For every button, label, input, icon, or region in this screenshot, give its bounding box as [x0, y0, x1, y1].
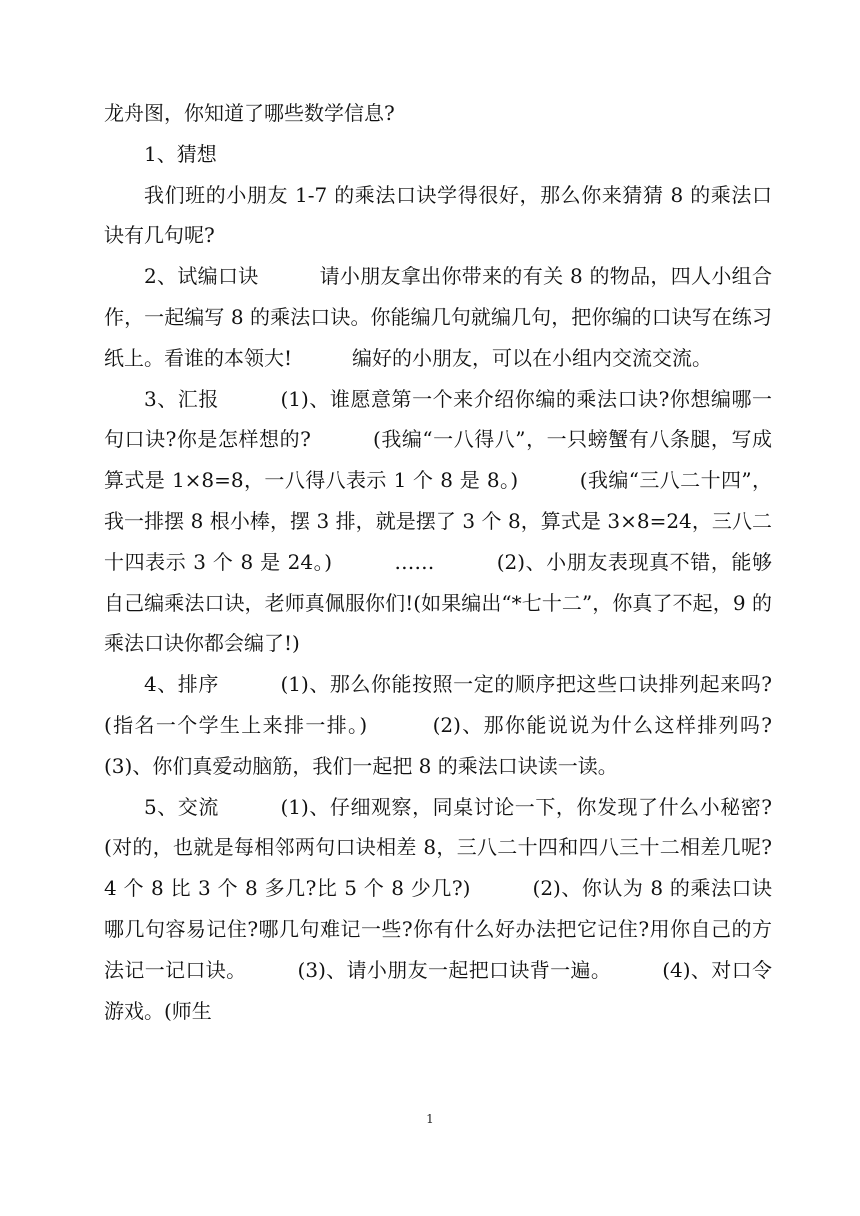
page-number: 1: [426, 1112, 434, 1126]
paragraph: 2、试编口诀 请小朋友拿出你带来的有关 8 的物品，四人小组合作，一起编写 8 的乘法口诀。你能编几句就编几句，把你编的口诀写在练习纸上。看谁的本领大! 编好的小朋友，可以在小组内交流交流。: [104, 264, 772, 370]
paragraph: 4、排序 (1)、那么你能按照一定的顺序把这些口诀排列起来吗?(指名一个学生上来排一排。) (2)、那你能说说为什么这样排列吗? (3)、你们真爱动脑筋，我们一起把 8 的乘法口诀读一读。: [104, 672, 832, 778]
paragraph: 5、交流 (1)、仔细观察，同桌讨论一下，你发现了什么小秘密?(对的，也就是每相邻两句口诀相差 8，三八二十四和四八三十二相差几呢?4 个 8 比 3 个 8 多几?比 5 个 8 少几?) (2)、你认为 8 的乘法口诀哪几句容易记住?哪几句难记一些?你有什么好办法把它记住?用你自己的方法记一记口诀。 (3)、请小朋友一起把口诀背一遍。 (4)、对口令游戏。(师生: [104, 794, 772, 1023]
paragraph: 龙舟图，你知道了哪些数学信息?: [104, 101, 395, 125]
body-text: [104, 93, 832, 1031]
paragraph: 1、猜想: [144, 141, 217, 166]
paragraph: 3、汇报 (1)、谁愿意第一个来介绍你编的乘法口诀?你想编哪一句口诀?你是怎样想的? (我编“一八得八”，一只螃蟹有八条腿，写成算式是 1×8=8，一八得八表示 1 个 8 是 8。) (我编“三八二十四”，我一排摆 8 根小棒，摆 3 排，就是摆了 3 个 8，算式是 3×8=24，三八二十四表示 3 个 8 是 24。) …… (2)、小朋友表现真不错，能够自己编乘法口诀，老师真佩服你们!(如果编出“*七十二”，你真了不起，9 的乘法口诀你都会编了!): [104, 386, 772, 656]
paragraph: 我们班的小朋友 1-7 的乘法口诀学得很好，那么你来猜猜 8 的乘法口诀有几句呢?: [104, 182, 772, 248]
